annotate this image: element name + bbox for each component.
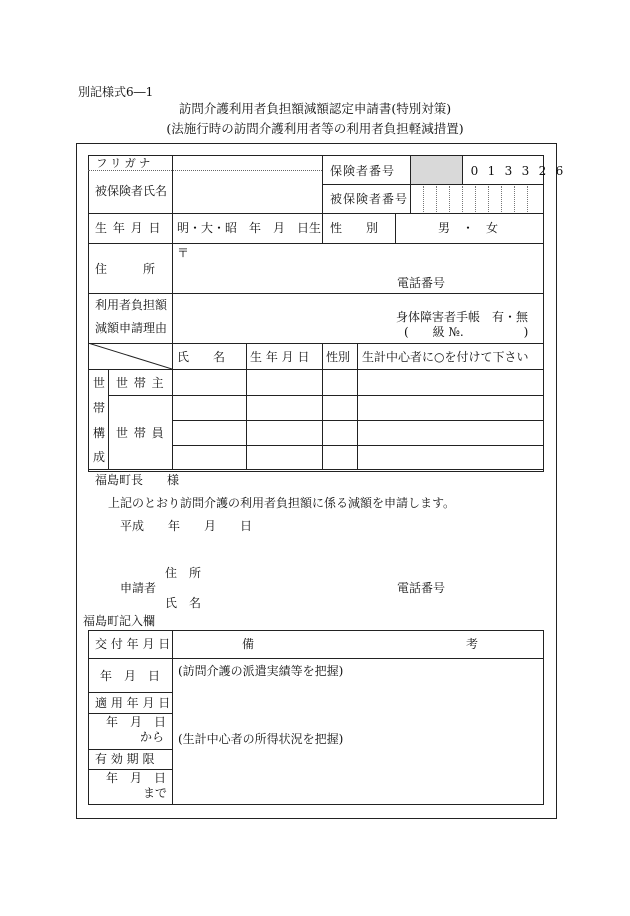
office-section-title: 福島町記入欄 bbox=[83, 614, 156, 628]
office-note-income: (生計中心者の所得状況を把握) bbox=[178, 732, 344, 746]
household-col-sex: 性別 bbox=[326, 350, 351, 364]
household-side-1: 世 bbox=[93, 376, 106, 390]
insured-name-label: 被保険者氏名 bbox=[95, 184, 168, 198]
insurer-number-shaded-cell bbox=[411, 156, 462, 184]
diagonal-header-cell bbox=[88, 343, 172, 369]
office-until-label: まで bbox=[143, 786, 168, 800]
birthdate-label: 生 年 月 日 bbox=[95, 221, 162, 235]
address-phone-label: 電話番号 bbox=[397, 276, 446, 290]
office-from-label: から bbox=[140, 730, 165, 744]
applicant-phone-label: 電話番号 bbox=[397, 581, 446, 595]
applicant-name-label: 氏 名 bbox=[165, 596, 202, 610]
applicant-label: 申請者 bbox=[120, 581, 157, 595]
reason-label-line2: 減額申請理由 bbox=[95, 321, 168, 335]
sex-label: 性 別 bbox=[330, 221, 379, 235]
address-label: 住 所 bbox=[95, 262, 156, 276]
office-until-ymd: 年 月 日 bbox=[106, 771, 167, 785]
applicant-address-label: 住 所 bbox=[165, 566, 202, 580]
household-col-birthdate: 生 年 月 日 bbox=[250, 350, 310, 364]
office-remarks-char2: 考 bbox=[466, 637, 479, 651]
furigana-label: フリガナ bbox=[96, 156, 154, 170]
sex-options: 男 ・ 女 bbox=[438, 221, 499, 235]
household-head-label: 世 帯 主 bbox=[116, 376, 165, 390]
declaration-text: 上記のとおり訪問介護の利用者負担額に係る減額を申請します。 bbox=[108, 496, 456, 510]
office-issue-ymd: 年 月 日 bbox=[100, 669, 161, 683]
insured-number-label: 被保険者番号 bbox=[330, 192, 409, 206]
addressee: 福島町長 様 bbox=[95, 473, 180, 487]
household-side-2: 帯 bbox=[93, 401, 106, 415]
disability-handbook: 身体障害者手帳 有・無 bbox=[396, 310, 529, 324]
insurer-number-label: 保険者番号 bbox=[330, 164, 396, 178]
application-date: 平成 年 月 日 bbox=[120, 519, 253, 533]
disability-grade: ( 級 №. ) bbox=[404, 325, 529, 339]
household-side-3: 構 bbox=[93, 426, 106, 440]
office-remarks-char1: 備 bbox=[242, 637, 255, 651]
household-side-4: 成 bbox=[93, 450, 106, 464]
form-id: 別記様式6―1 bbox=[78, 85, 154, 99]
household-member-label: 世 帯 員 bbox=[116, 426, 165, 440]
form-subtitle: (法施行時の訪問介護利用者等の利用者負担軽減措置) bbox=[166, 121, 464, 136]
office-from-ymd: 年 月 日 bbox=[106, 715, 167, 729]
birthdate-era-field: 明・大・昭 年 月 日生 bbox=[177, 221, 322, 235]
office-valid-period-label: 有 効 期 限 bbox=[95, 752, 155, 766]
postal-mark: 〒 bbox=[177, 246, 190, 260]
office-apply-date-label: 適 用 年 月 日 bbox=[95, 696, 171, 710]
office-issue-date-label: 交 付 年 月 日 bbox=[95, 637, 171, 651]
reason-label-line1: 利用者負担額 bbox=[95, 298, 168, 312]
household-col-note: 生計中心者に○を付けて下さい bbox=[362, 350, 529, 364]
form-title: 訪問介護利用者負担額減額認定申請書(特別対策) bbox=[178, 101, 452, 116]
office-note-visit: (訪問介護の派遣実績等を把握) bbox=[178, 664, 344, 678]
insurer-number-digits: 0 1 3 3 2 6 bbox=[470, 164, 564, 178]
household-col-name: 氏 名 bbox=[177, 350, 226, 364]
